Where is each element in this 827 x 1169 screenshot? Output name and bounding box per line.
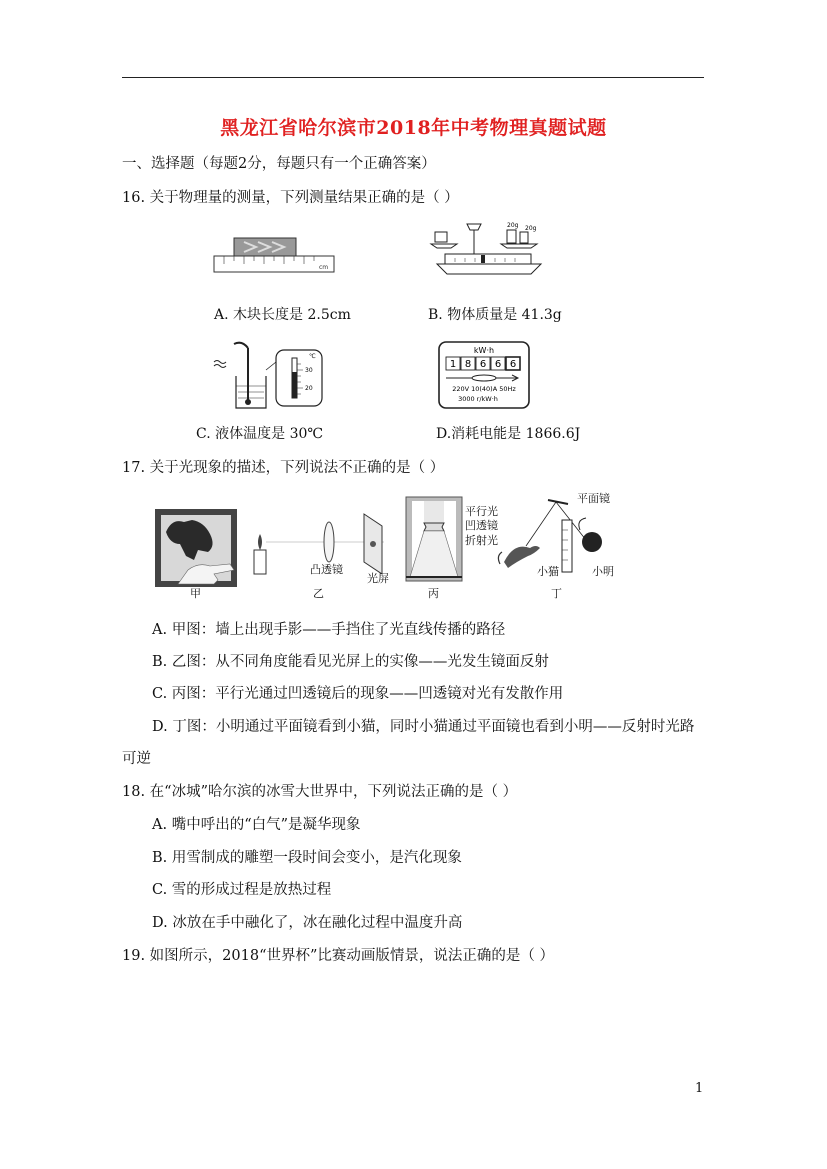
meter-spec-1: 220V 10(40)A 50Hz xyxy=(452,385,516,393)
hand-shadow-figure xyxy=(158,512,234,584)
label-xiaoming: 小明 xyxy=(592,565,614,578)
thermometer-figure xyxy=(212,340,324,412)
q16-stem: 16. 关于物理量的测量，下列测量结果正确的是（ ） xyxy=(122,190,459,206)
meter-digit-3: 6 xyxy=(479,359,487,370)
fig-label-ding: 丁 xyxy=(551,587,562,600)
q17-option-b: B. 乙图：从不同角度能看见光屏上的实像——光发生镜面反射 xyxy=(152,654,549,670)
q17-option-c: C. 丙图：平行光通过凹透镜后的现象——凹透镜对光有发散作用 xyxy=(152,686,564,702)
document-title: 黑龙江省哈尔滨市2018年中考物理真题试题 xyxy=(220,117,607,139)
thermo-unit: ℃ xyxy=(309,353,316,360)
label-concave-lens: 凹透镜 xyxy=(465,519,498,532)
q18-option-b: B. 用雪制成的雕塑一段时间会变小，是汽化现象 xyxy=(152,850,462,866)
energy-meter-figure xyxy=(438,341,530,409)
thermo-mark-20: 20 xyxy=(305,385,313,392)
q18-stem: 18. 在“冰城”哈尔滨的冰雪大世界中，下列说法正确的是（ ） xyxy=(122,784,518,800)
ruler-unit: cm xyxy=(319,264,329,271)
page-number: 1 xyxy=(695,1081,704,1096)
q16-option-c: C. 液体温度是 30℃ xyxy=(196,426,324,442)
label-kitten: 小猫 xyxy=(537,565,559,578)
q17-stem: 17. 关于光现象的描述，下列说法不正确的是（ ） xyxy=(122,460,445,476)
q18-option-a: A. 嘴中呼出的“白气”是凝华现象 xyxy=(152,817,361,833)
label-parallel-light: 平行光 xyxy=(465,505,498,518)
meter-digit-4: 6 xyxy=(494,359,502,370)
weight-label-2: 20g xyxy=(525,225,537,232)
fig-label-jia: 甲 xyxy=(190,587,201,600)
meter-digit-1: 1 xyxy=(449,359,457,370)
weight-label-1: 20g xyxy=(507,222,519,229)
q16-option-b: B. 物体质量是 41.3g xyxy=(428,307,562,323)
meter-digit-2: 8 xyxy=(464,359,472,370)
section-heading: 一、选择题（每题2分，每题只有一个正确答案） xyxy=(122,156,436,172)
fig-label-bing: 丙 xyxy=(428,587,439,600)
meter-spec-2: 3000 r/kW·h xyxy=(458,395,498,403)
label-refracted-light: 折射光 xyxy=(465,534,498,547)
concave-lens-figure xyxy=(406,497,462,581)
q18-option-c: C. 雪的形成过程是放热过程 xyxy=(152,882,332,898)
label-convex-lens: 凸透镜 xyxy=(310,563,343,576)
label-screen: 光屏 xyxy=(367,572,389,585)
ruler-figure xyxy=(214,238,336,274)
q16-option-d: D.消耗电能是 1866.6J xyxy=(436,426,581,442)
balance-figure xyxy=(431,218,547,276)
meter-digit-5: 6 xyxy=(509,359,517,370)
thermo-mark-30: 30 xyxy=(305,367,313,374)
meter-unit: kW·h xyxy=(473,346,495,355)
q19-stem: 19. 如图所示，2018“世界杯”比赛动画版情景，说法正确的是（ ） xyxy=(122,948,555,964)
label-plane-mirror: 平面镜 xyxy=(577,492,610,505)
q16-option-a: A. 木块长度是 2.5cm xyxy=(214,307,351,323)
q17-option-d: D. 丁图：小明通过平面镜看到小猫，同时小猫通过平面镜也看到小明——反射时光路 xyxy=(152,719,695,735)
fig-label-yi: 乙 xyxy=(313,587,324,600)
q17-option-d-cont: 可逆 xyxy=(122,751,151,767)
q18-option-d: D. 冰放在手中融化了，冰在融化过程中温度升高 xyxy=(152,915,463,931)
q17-option-a: A. 甲图：墙上出现手影——手挡住了光直线传播的路径 xyxy=(152,622,506,638)
header-rule xyxy=(122,77,704,78)
